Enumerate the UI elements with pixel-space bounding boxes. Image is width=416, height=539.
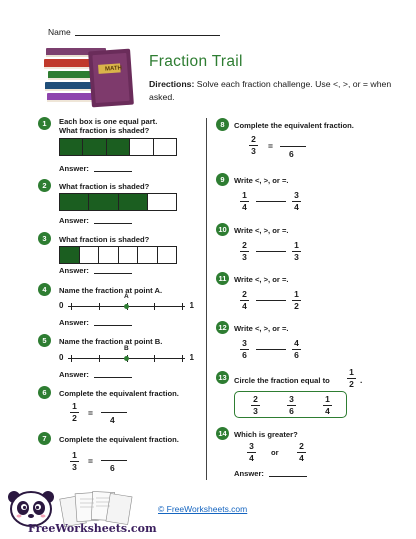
number-line-point	[124, 356, 129, 361]
number-line-end: 1	[189, 301, 194, 310]
directions	[149, 78, 411, 103]
answer-label: Answer:	[59, 370, 89, 379]
numerator-blank[interactable]	[101, 412, 127, 413]
answer-label: Answer:	[234, 469, 264, 478]
answer-row	[59, 216, 132, 225]
question-number-badge: 10	[216, 223, 229, 236]
number-line	[59, 345, 194, 366]
fraction: 1 4	[240, 190, 249, 212]
answer-row	[59, 266, 132, 275]
fraction-bar	[59, 193, 177, 211]
question-number-badge: 7	[38, 432, 51, 445]
denominator: 6	[110, 463, 115, 473]
fraction: 2 3	[249, 134, 258, 156]
unshaded-part	[158, 247, 177, 263]
question-text: Circle the fraction equal to	[234, 376, 330, 385]
answer-label: Answer:	[59, 318, 89, 327]
fraction-bar	[59, 246, 177, 264]
comparison-blank[interactable]	[256, 251, 286, 252]
shaded-part	[119, 194, 148, 210]
question-number-badge: 8	[216, 118, 229, 131]
name-line[interactable]	[75, 35, 220, 36]
number-line-end: 1	[189, 353, 194, 362]
target-fraction: 1 2	[347, 367, 356, 389]
question-number-badge: 5	[38, 334, 51, 347]
numerator-blank[interactable]	[101, 460, 127, 461]
shaded-part	[60, 139, 83, 155]
unshaded-part	[80, 247, 100, 263]
fraction: 2 3	[240, 240, 249, 262]
shaded-part	[107, 139, 130, 155]
number-line-tick	[71, 303, 72, 310]
choice-fraction[interactable]: 1 4	[323, 394, 332, 416]
question-text: Complete the equivalent fraction.	[59, 435, 179, 444]
question-text: Write <, >, or =.	[234, 226, 289, 235]
answer-label: Answer:	[59, 164, 89, 173]
fraction: 1 2	[70, 401, 79, 423]
directions-label: Directions:	[149, 79, 195, 89]
unshaded-part	[119, 247, 139, 263]
comparison-blank[interactable]	[256, 201, 286, 202]
period: .	[360, 375, 363, 385]
number-line-point	[124, 304, 129, 309]
unshaded-part	[138, 247, 158, 263]
question-text: What fraction is shaded?	[59, 182, 150, 191]
number-line-tick	[182, 355, 183, 362]
answer-row	[59, 164, 132, 173]
answer-line[interactable]	[94, 171, 132, 172]
equals-sign: =	[268, 141, 273, 151]
answer-row	[59, 318, 132, 327]
fraction: 2 4	[297, 441, 306, 463]
question-text: Write <, >, or =.	[234, 324, 289, 333]
question-number-badge: 6	[38, 386, 51, 399]
number-line	[59, 293, 194, 314]
question-text: Complete the equivalent fraction.	[59, 389, 179, 398]
question-number-badge: 1	[38, 117, 51, 130]
answer-line[interactable]	[94, 325, 132, 326]
answer-line[interactable]	[269, 476, 307, 477]
question-number-badge: 12	[216, 321, 229, 334]
answer-line[interactable]	[94, 273, 132, 274]
number-line-tick	[182, 303, 183, 310]
column-divider	[206, 118, 207, 480]
number-line-tick	[99, 355, 100, 362]
question-text: Name the fraction at point B.	[59, 337, 163, 346]
number-line-point-label: B	[124, 345, 129, 352]
number-line-start: 0	[59, 301, 64, 310]
comparison-blank[interactable]	[256, 349, 286, 350]
fraction: 1 2	[292, 289, 301, 311]
question-number-badge: 13	[216, 371, 229, 384]
question-text: Which is greater?	[234, 430, 298, 439]
question-number-badge: 2	[38, 179, 51, 192]
question-text: Write <, >, or =.	[234, 176, 289, 185]
number-line-point-label: A	[124, 293, 129, 300]
numerator-blank[interactable]	[280, 146, 306, 147]
books-illustration	[42, 44, 142, 110]
denominator: 4	[110, 415, 115, 425]
answer-row	[234, 469, 307, 478]
equals-sign: =	[88, 408, 93, 418]
unshaded-part	[148, 194, 176, 210]
page-title: Fraction Trail	[149, 53, 243, 70]
answer-label: Answer:	[59, 216, 89, 225]
unshaded-part	[99, 247, 119, 263]
number-line-tick	[99, 303, 100, 310]
shaded-part	[60, 194, 89, 210]
equals-sign: =	[88, 456, 93, 466]
question-text: What fraction is shaded?	[59, 235, 150, 244]
answer-row	[59, 370, 132, 379]
choice-fraction[interactable]: 2 3	[251, 394, 260, 416]
question-number-badge: 9	[216, 173, 229, 186]
shaded-part	[89, 194, 118, 210]
question-number-badge: 14	[216, 427, 229, 440]
shaded-part	[83, 139, 106, 155]
fraction-bar	[59, 138, 177, 156]
question-number-badge: 11	[216, 272, 229, 285]
fraction: 2 4	[240, 289, 249, 311]
question-text: What fraction is shaded?	[59, 126, 150, 135]
unshaded-part	[130, 139, 153, 155]
footer-link[interactable]: © FreeWorksheets.com	[158, 504, 248, 514]
fraction: 1 3	[70, 450, 79, 472]
number-line-tick	[71, 355, 72, 362]
fraction: 3 6	[240, 338, 249, 360]
fraction: 3 4	[247, 441, 256, 463]
book-label: MATH	[104, 65, 123, 73]
number-line-tick	[154, 303, 155, 310]
name-label: Name	[48, 27, 71, 37]
choice-fraction[interactable]: 3 6	[287, 394, 296, 416]
logo-text: FreeWorksheets.com	[28, 522, 157, 535]
comparison-blank[interactable]	[256, 300, 286, 301]
question-number-badge: 4	[38, 283, 51, 296]
question-text: Write <, >, or =.	[234, 275, 289, 284]
answer-label: Answer:	[59, 266, 89, 275]
unshaded-part	[154, 139, 176, 155]
answer-line[interactable]	[94, 223, 132, 224]
answer-line[interactable]	[94, 377, 132, 378]
question-text: Name the fraction at point A.	[59, 286, 163, 295]
number-line-start: 0	[59, 353, 64, 362]
fraction: 3 4	[292, 190, 301, 212]
fraction: 1 3	[292, 240, 301, 262]
shaded-part	[60, 247, 80, 263]
number-line-tick	[154, 355, 155, 362]
question-text: Each box is one equal part.	[59, 117, 158, 126]
question-number-badge: 3	[38, 232, 51, 245]
directions-text: Solve each fraction challenge. Use <, >, or = when asked.	[149, 79, 392, 102]
denominator: 6	[289, 149, 294, 159]
or-word: or	[271, 448, 279, 457]
name-row	[48, 27, 220, 37]
fraction: 4 6	[292, 338, 301, 360]
question-text: Complete the equivalent fraction.	[234, 121, 354, 130]
